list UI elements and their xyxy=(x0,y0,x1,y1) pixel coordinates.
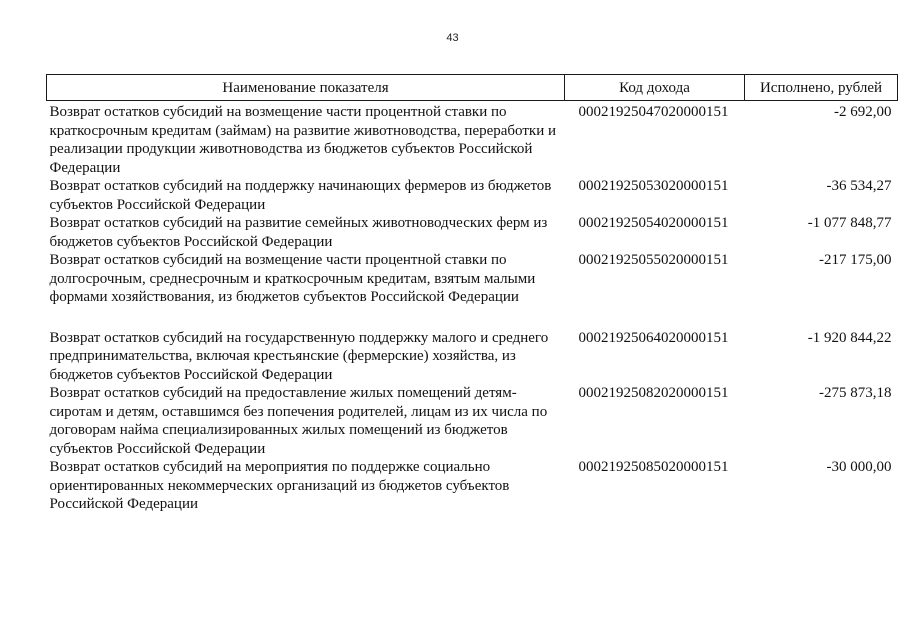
table-row xyxy=(47,329,898,385)
income-code: 00021925053020000151 xyxy=(578,178,729,194)
indicator-name: Возврат остатков субсидий на поддержку начинающих фермеров из бюджетов субъектов Российской Федерации xyxy=(49,178,552,213)
table-body xyxy=(47,101,898,514)
table-row xyxy=(47,458,898,514)
indicator-name: Возврат остатков субсидий на предоставление жилых помещений детям-сиротам и детям, оставшимся без попечения родителей, лицам из их числа по договорам найма специализированных жилых помещений из бюджетов субъектов Российской Федерации xyxy=(49,385,548,457)
income-code: 00021925047020000151 xyxy=(578,104,729,120)
column-header-code: Код дохода xyxy=(565,75,745,101)
executed-amount: -275 873,18 xyxy=(819,385,892,401)
indicator-name: Возврат остатков субсидий на государственную поддержку малого и среднего предпринимательства, включая крестьянские (фермерские) хозяйства, из бюджетов субъектов Российской Федерации xyxy=(49,329,549,383)
column-header-name: Наименование показателя xyxy=(47,75,565,101)
table-row xyxy=(47,251,898,329)
executed-amount: -1 920 844,22 xyxy=(807,329,892,346)
income-code: 00021925082020000151 xyxy=(578,385,729,401)
table-row xyxy=(47,177,898,214)
budget-table-container xyxy=(46,74,897,514)
indicator-name: Возврат остатков субсидий на возмещение части процентной ставки по краткосрочным кредитам (займам) на развитие животноводства, переработки и реализации продукции животноводства из бюджетов субъектов Российской Федерации xyxy=(49,104,556,176)
income-code: 00021925064020000151 xyxy=(578,329,729,346)
budget-table xyxy=(46,74,898,514)
income-code: 00021925085020000151 xyxy=(578,459,729,475)
executed-amount: -1 077 848,77 xyxy=(807,215,892,231)
income-code: 00021925054020000151 xyxy=(578,215,729,231)
indicator-name: Возврат остатков субсидий на развитие семейных животноводческих ферм из бюджетов субъектов Российской Федерации xyxy=(49,215,548,250)
column-header-amount: Исполнено, рублей xyxy=(745,75,898,101)
table-row xyxy=(47,101,898,178)
executed-amount: -30 000,00 xyxy=(826,459,892,475)
executed-amount: -217 175,00 xyxy=(819,252,892,268)
income-code: 00021925055020000151 xyxy=(578,252,729,268)
executed-amount: -2 692,00 xyxy=(834,104,892,120)
executed-amount: -36 534,27 xyxy=(826,178,892,194)
indicator-name: Возврат остатков субсидий на возмещение части процентной ставки по долгосрочным, среднесрочным и краткосрочным кредитам, взятым малыми формами хозяйствования, из бюджетов субъектов Российской Федерации xyxy=(49,252,536,305)
indicator-name: Возврат остатков субсидий на мероприятия по поддержке социально ориентированных некоммерческих организаций из бюджетов субъектов Российской Федерации xyxy=(49,459,510,512)
table-header xyxy=(47,75,898,101)
table-row xyxy=(47,214,898,251)
page-number: 43 xyxy=(446,32,459,44)
table-row xyxy=(47,384,898,458)
table-header-row xyxy=(47,75,898,101)
